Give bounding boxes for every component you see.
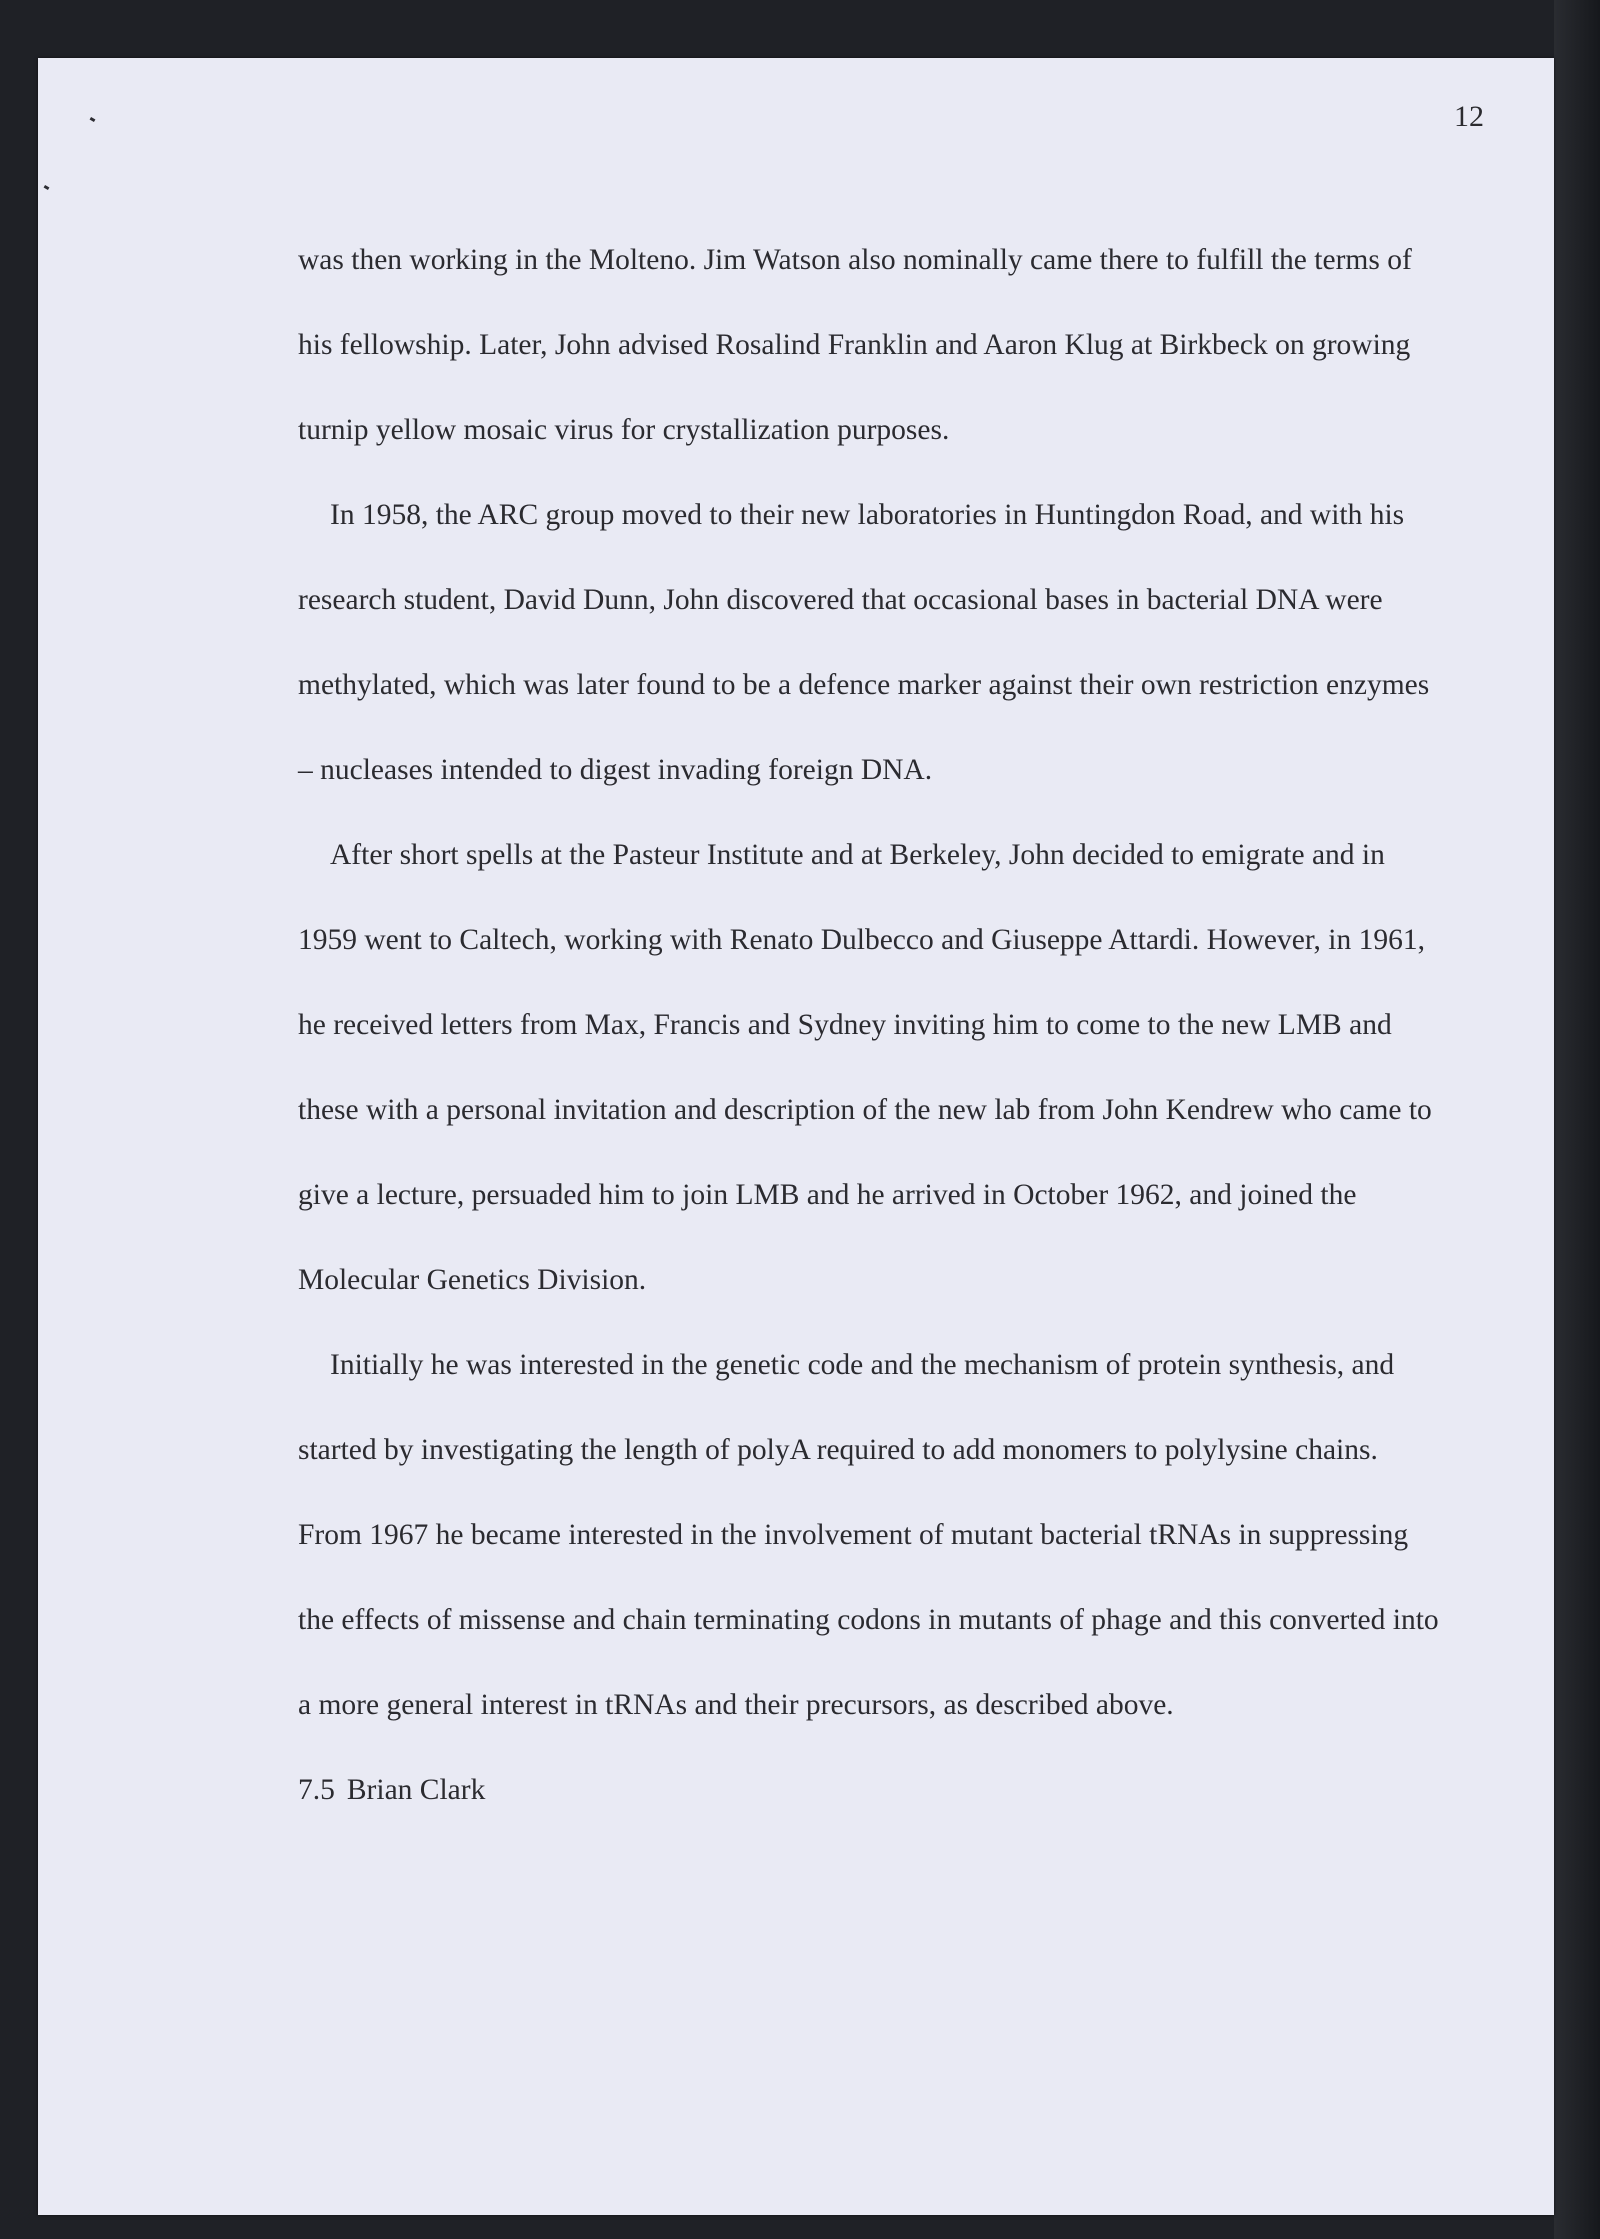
document-body xyxy=(298,218,1448,1833)
page-speck xyxy=(44,185,50,190)
paragraph: After short spells at the Pasteur Institute and at Berkeley, John decided to emigrate and in 1959 went to Caltech, working with Renato Dulbecco and Giuseppe Attardi. However, in 1961, he received letters from Max, Francis and Sydney inviting him to come to the new LMB and these with a personal invitation and description of the new lab from John Kendrew who came to give a lecture, persuaded him to join LMB and he arrived in October 1962, and joined the Molecular Genetics Division. xyxy=(298,839,1432,1296)
dark-backdrop xyxy=(1554,0,1600,2239)
paragraph: Initially he was interested in the genetic code and the mechanism of protein synthesis, and started by investigating the length of polyA required to add monomers to polylysine chains. From 1967 he became interested in the involvement of mutant bacterial tRNAs in suppressing the effects of missense and chain terminating codons in mutants of phage and this converted into a more general interest in tRNAs and their precursors, as described above. xyxy=(298,1349,1439,1721)
paragraph: In 1958, the ARC group moved to their new laboratories in Huntingdon Road, and with his research student, David Dunn, John discovered that occasional bases in bacterial DNA were methylated, which was later found to be a defence marker against their own restriction enzymes – nucleases intended to digest invading foreign DNA. xyxy=(298,499,1430,786)
section-heading xyxy=(298,1748,1448,1833)
paragraph-continuation: was then working in the Molteno. Jim Watson also nominally came there to fulfill the terms of his fellowship. Later, John advised Rosalind Franklin and Aaron Klug at Birkbeck on growing turnip yellow mosaic virus for crystallization purposes. xyxy=(298,244,1412,446)
section-title: Brian Clark xyxy=(346,1774,486,1806)
page-number: 12 xyxy=(1454,100,1484,133)
page-speck xyxy=(90,117,96,122)
section-number: 7.5 xyxy=(298,1774,335,1806)
